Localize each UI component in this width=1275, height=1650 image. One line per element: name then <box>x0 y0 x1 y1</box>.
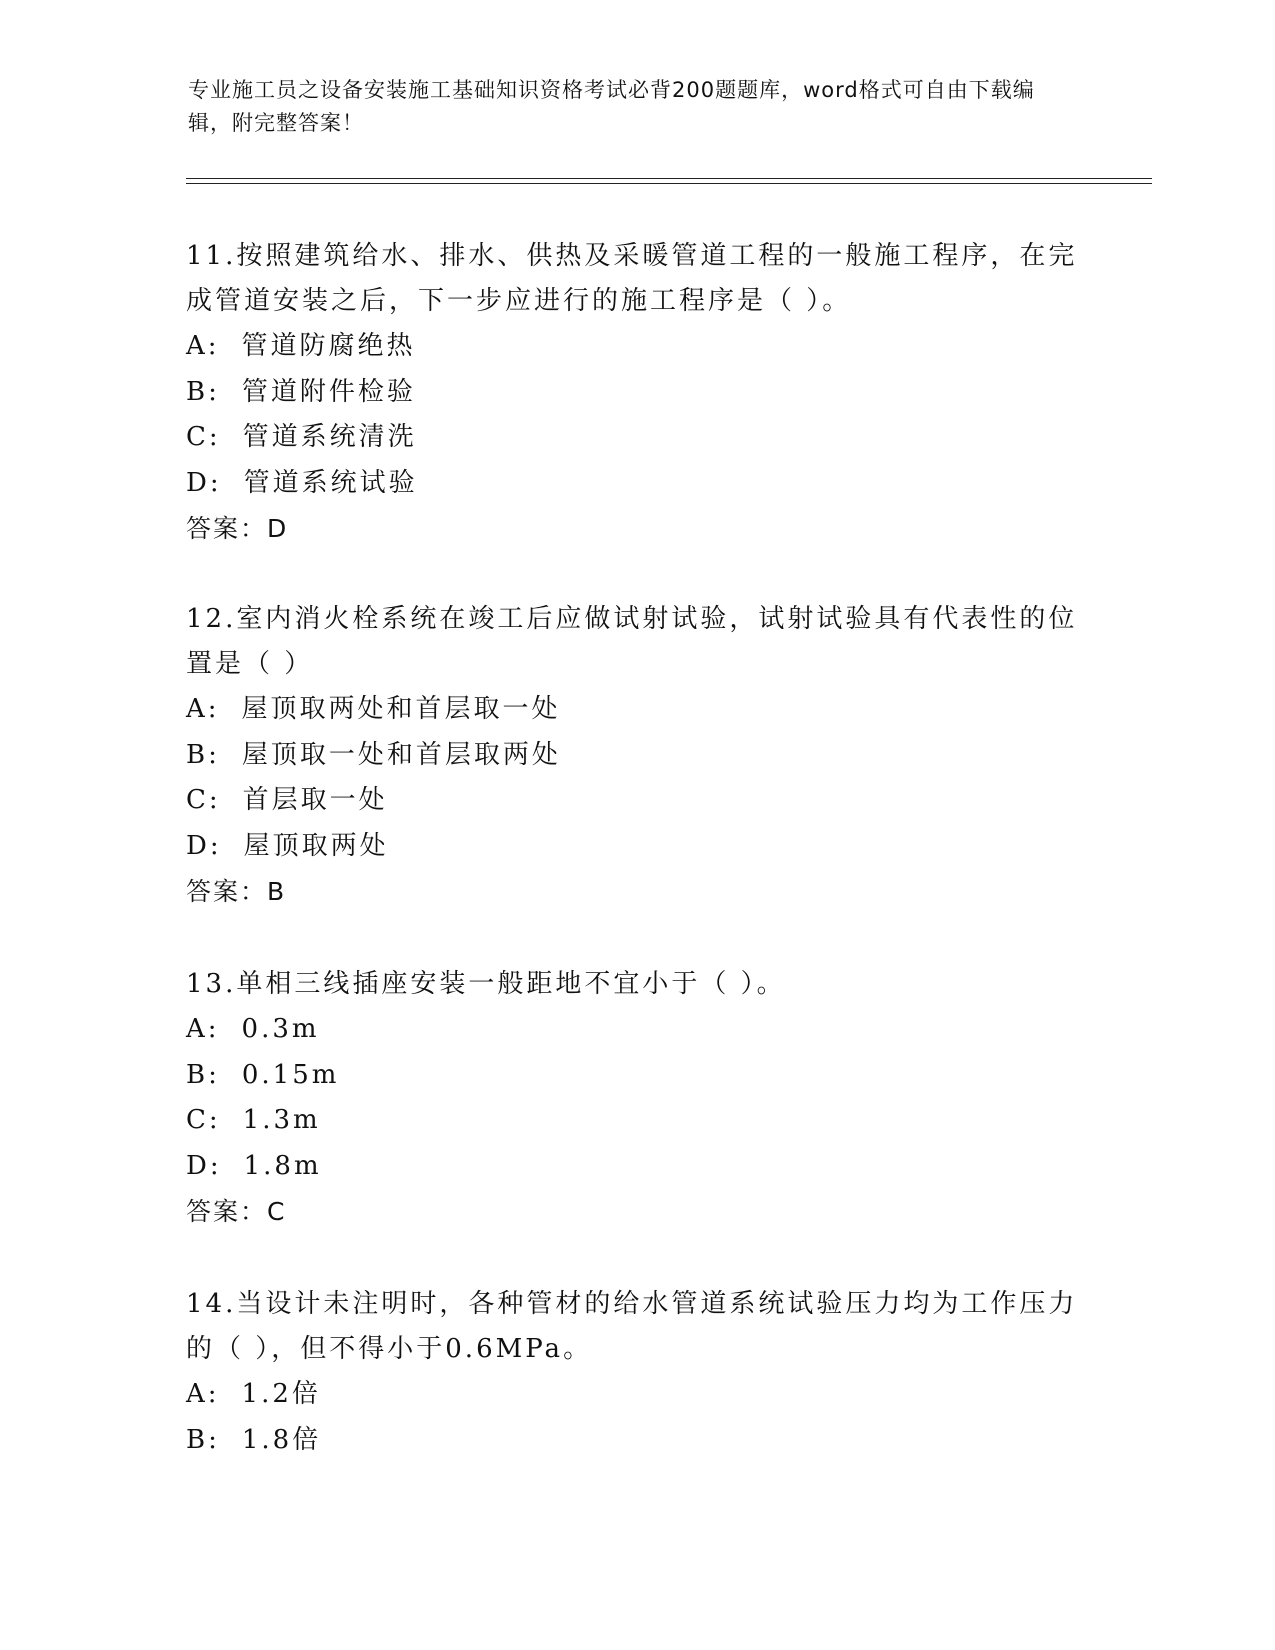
option-b <box>186 370 1086 416</box>
option-text: 0.3m <box>241 1014 320 1044</box>
option-letter: D: <box>186 830 222 861</box>
option-letter: A: <box>186 694 220 724</box>
option-letter: D: <box>186 1150 222 1181</box>
option-letter: B: <box>186 739 220 770</box>
option-a <box>186 324 1086 370</box>
option-text: 管道系统清洗 <box>242 422 417 452</box>
question-12 <box>186 597 1086 914</box>
option-b <box>186 733 1086 779</box>
option-letter: A: <box>186 331 220 361</box>
option-text: 管道附件检验 <box>241 376 416 407</box>
header-title: 专业施工员之设备安装施工基础知识资格考试必背200题题库，word格式可自由下载编辑，附完整答案！ <box>188 78 1035 135</box>
question-text: 11.按照建筑给水、排水、供热及采暖管道工程的一般施工程序，在完成管道安装之后，下一步应进行的施工程序是（ ）。 <box>186 241 1078 316</box>
question-text: 14.当设计未注明时，各种管材的给水管道系统试验压力均为工作压力的（ ），但不得小于0.6MPa。 <box>186 1289 1078 1364</box>
option-letter: C: <box>186 1105 221 1135</box>
option-letter: A: <box>186 1014 220 1044</box>
question-text: 13.单相三线插座安装一般距地不宜小于（ ）。 <box>186 969 786 999</box>
question-text: 12.室内消火栓系统在竣工后应做试射试验，试射试验具有代表性的位置是（ ） <box>186 604 1078 679</box>
option-a <box>186 1372 1086 1418</box>
option-letter: B: <box>186 376 220 407</box>
option-d <box>186 824 1086 870</box>
option-text: 1.8m <box>243 1150 322 1181</box>
option-text: 屋顶取两处 <box>243 830 389 861</box>
option-a <box>186 687 1086 733</box>
option-b <box>186 1418 1086 1464</box>
option-text: 1.2倍 <box>241 1379 321 1409</box>
option-letter: B: <box>186 1059 220 1090</box>
option-b <box>186 1053 1086 1099</box>
option-letter: A: <box>186 1379 220 1409</box>
option-text: 管道系统试验 <box>243 467 418 498</box>
option-d <box>186 461 1086 507</box>
option-text: 1.3m <box>242 1105 321 1135</box>
option-text: 1.8倍 <box>241 1424 322 1455</box>
question-11 <box>186 234 1086 551</box>
header-divider-top <box>186 178 1152 179</box>
document-header <box>188 74 1068 140</box>
option-c <box>186 1098 1086 1144</box>
question-14 <box>186 1282 1086 1463</box>
option-c <box>186 778 1086 824</box>
answer-line: 答案：B <box>186 877 287 906</box>
option-text: 首层取一处 <box>242 785 388 815</box>
option-text: 屋顶取两处和首层取一处 <box>241 694 561 724</box>
option-letter: C: <box>186 422 221 452</box>
option-d <box>186 1144 1086 1190</box>
option-letter: B: <box>186 1424 220 1455</box>
option-text: 管道防腐绝热 <box>241 331 416 361</box>
option-letter: C: <box>186 785 221 815</box>
option-text: 0.15m <box>241 1059 340 1090</box>
option-letter: D: <box>186 467 222 498</box>
answer-line: 答案：D <box>186 514 289 543</box>
question-13 <box>186 962 1086 1234</box>
header-divider-bottom <box>186 183 1152 184</box>
answer-line: 答案：C <box>186 1197 287 1226</box>
option-a <box>186 1007 1086 1053</box>
option-c <box>186 415 1086 461</box>
option-text: 屋顶取一处和首层取两处 <box>241 739 561 770</box>
